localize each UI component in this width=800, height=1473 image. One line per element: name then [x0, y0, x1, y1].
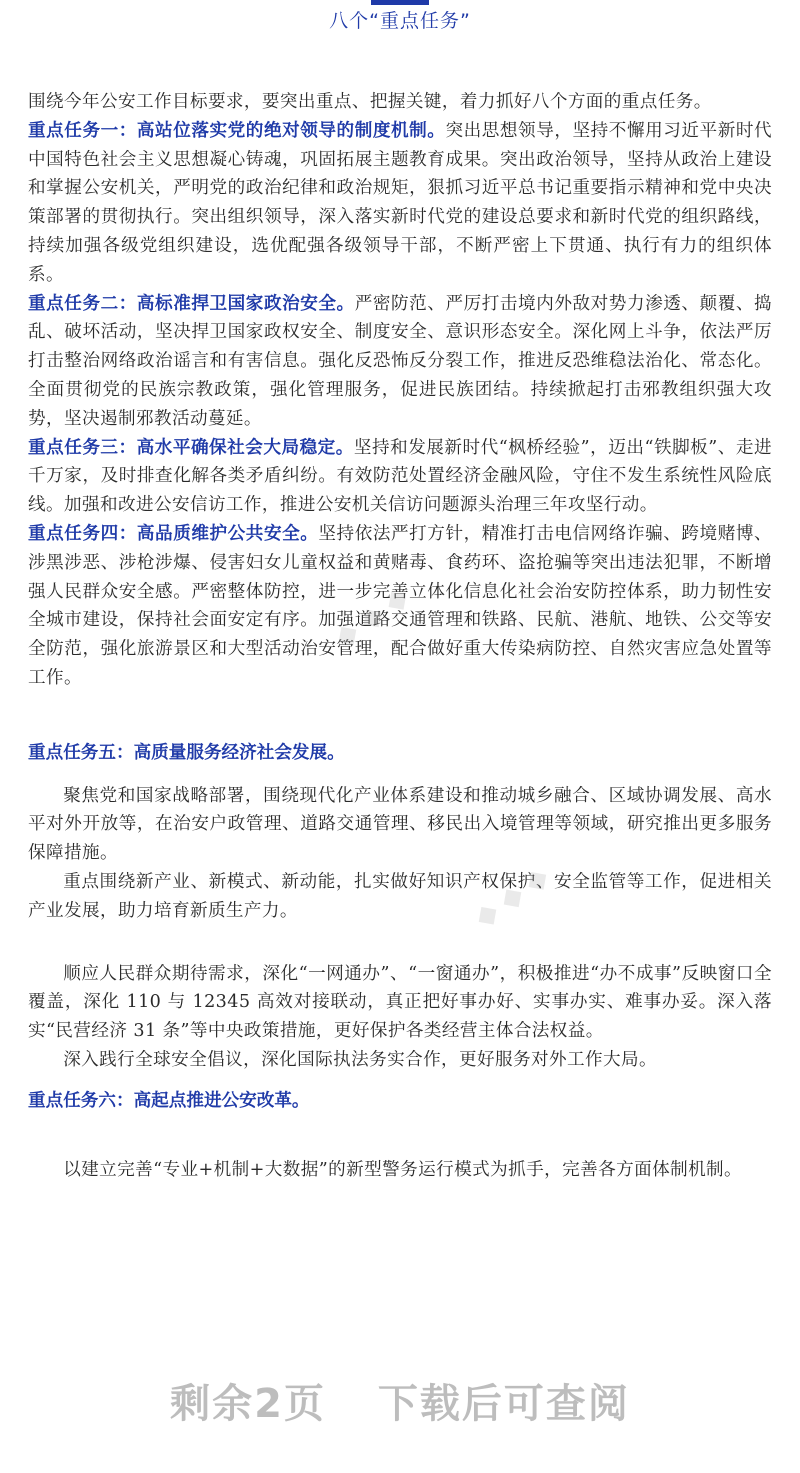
remaining-pages-text: 剩余2页 — [170, 1381, 326, 1427]
task-4-heading: 重点任务四：高品质维护公共安全。 — [28, 523, 319, 544]
task-1-paragraph — [28, 117, 772, 290]
task-2-heading: 重点任务二：高标准捍卫国家政治安全。 — [28, 293, 355, 314]
task-5-paragraph-3: 顺应人民群众期待需求，深化“一网通办”、“一窗通办”，积极推进“办不成事”反映窗口全覆盖，深化 110 与 12345 高效对接联动，真正把好事办好、实事办实、难事办妥。深入落实“民营经济 31 条”等中央政策措施，更好保护各类经营主体合法权益。 — [28, 963, 772, 1042]
task-1-body: 突出思想领导，坚持不懈用习近平新时代中国特色社会主义思想凝心铸魂，巩固拓展主题教育成果。突出政治领导，坚持从政治上建设和掌握公安机关，严明党的政治纪律和政治规矩，狠抓习近平总书记重要指示精神和党中央决策部署的贯彻执行。突出组织领导，深入落实新时代党的建设总要求和新时代党的组织路线，持续加强各级党组织建设，选优配强各级领导干部，不断严密上下贯通、执行有力的组织体系。 — [28, 120, 772, 285]
task-5-paragraph-1: 聚焦党和国家战略部署，围绕现代化产业体系建设和推动城乡融合、区域协调发展、高水平对外开放等，在治安户政管理、道路交通管理、移民出入境管理等领域，研究推出更多服务保障措施。 — [28, 785, 772, 864]
page-title: 八个“重点任务” — [329, 10, 471, 32]
task-5-heading: 重点任务五：高质量服务经济社会发展。 — [28, 742, 345, 763]
title-accent-bar — [371, 0, 429, 5]
task-3-heading: 重点任务三：高水平确保社会大局稳定。 — [28, 437, 354, 458]
task-4-body: 坚持依法严打方针，精准打击电信网络诈骗、跨境赌博、涉黑涉恶、涉枪涉爆、侵害妇女儿童权益和黄赌毒、食药环、盗抢骗等突出违法犯罪，不断增强人民群众安全感。严密整体防控，进一步完善立体化信息化社会治安防控体系，助力韧性安全城市建设，保持社会面安定有序。加强道路交通管理和铁路、民航、港航、地铁、公交等安全防范，强化旅游景区和大型活动治安管理，配合做好重大传染病防控、自然灾害应急处置等工作。 — [28, 523, 772, 688]
download-prompt-banner[interactable] — [0, 1372, 800, 1429]
task-2-body: 严密防范、严厉打击境内外敌对势力渗透、颠覆、捣乱、破坏活动，坚决捍卫国家政权安全、制度安全、意识形态安全。深化网上斗争，依法严厉打击整治网络政治谣言和有害信息。强化反恐怖反分裂工作，推进反恐维稳法治化、常态化。全面贯彻党的民族宗教政策，强化管理服务，促进民族团结。持续掀起打击邪教组织强大攻势，坚决遏制邪教活动蔓延。 — [28, 293, 772, 429]
task-1-heading: 重点任务一：高站位落实党的绝对领导的制度机制。 — [28, 120, 446, 141]
task-4-paragraph — [28, 520, 772, 693]
watermark: ◆ ◆ ◆ — [327, 579, 415, 654]
watermark: ◆ ◆ ◆ — [467, 859, 555, 934]
document-body — [28, 88, 772, 1184]
download-to-view-text: 下载后可查阅 — [377, 1381, 630, 1427]
task-5-paragraph-4: 深入践行全球安全倡议，深化国际执法务实合作，更好服务对外工作大局。 — [63, 1049, 657, 1070]
task-3-paragraph — [28, 434, 772, 520]
task-2-paragraph — [28, 290, 772, 434]
task-5-paragraph-2: 重点围绕新产业、新模式、新动能，扎实做好知识产权保护、安全监管等工作，促进相关产业发展，助力培育新质生产力。 — [28, 871, 772, 921]
task-6-heading: 重点任务六：高起点推进公安改革。 — [28, 1090, 310, 1111]
intro-paragraph: 围绕今年公安工作目标要求，要突出重点、把握关键，着力抓好八个方面的重点任务。 — [28, 92, 712, 112]
task-6-paragraph-1: 以建立完善“专业+机制+大数据”的新型警务运行模式为抓手，完善各方面体制机制。 — [63, 1159, 743, 1180]
task-3-body: 坚持和发展新时代“枫桥经验”，迈出“铁脚板”、走进千万家，及时排查化解各类矛盾纠纷。有效防范处置经济金融风险，守住不发生系统性风险底线。加强和改进公安信访工作，推进公安机关信访问题源头治理三年攻坚行动。 — [28, 437, 773, 516]
